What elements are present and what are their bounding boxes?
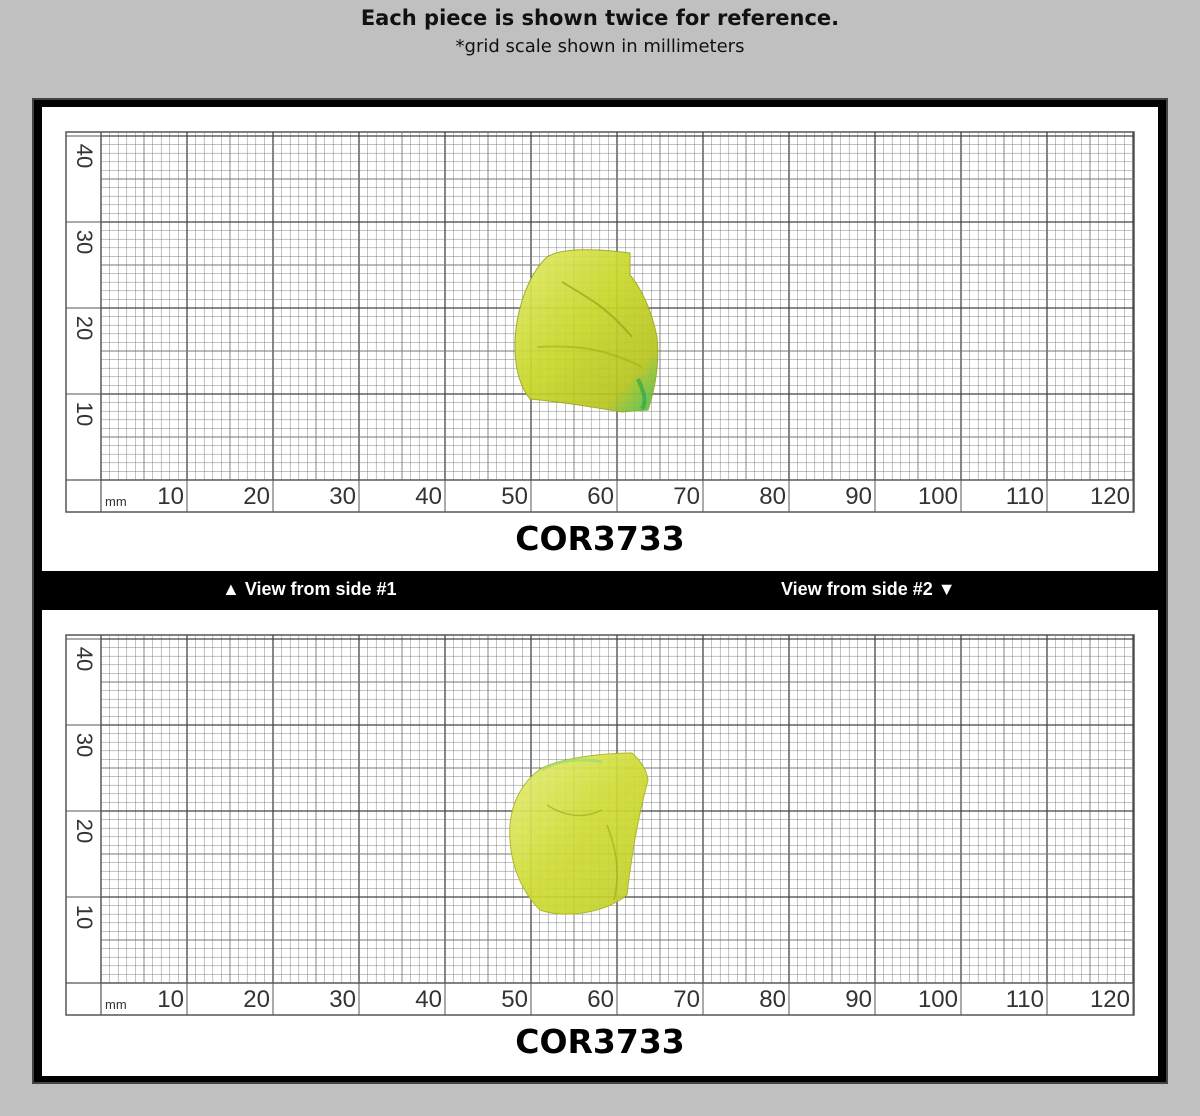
y-tick-label: 30 xyxy=(72,229,98,255)
x-tick-label: 120 xyxy=(1089,483,1130,510)
x-tick-label: 20 xyxy=(243,986,270,1013)
x-tick-label: 50 xyxy=(501,986,528,1013)
x-tick-label: 80 xyxy=(759,986,786,1013)
x-tick-label: 100 xyxy=(917,986,958,1013)
x-tick-label: 90 xyxy=(845,986,872,1013)
y-tick-label: 10 xyxy=(72,401,98,427)
y-tick-label: 30 xyxy=(72,732,98,758)
x-tick-label: 70 xyxy=(673,986,700,1013)
x-tick-label: 30 xyxy=(329,483,356,510)
x-tick-label: 60 xyxy=(587,483,614,510)
header-subtitle: *grid scale shown in millimeters xyxy=(455,36,745,57)
unit-label: mm xyxy=(105,494,127,509)
x-tick-label: 10 xyxy=(157,483,184,510)
x-tick-label: 10 xyxy=(157,986,184,1013)
view-panel-side-1 xyxy=(42,107,1158,571)
x-tick-label: 120 xyxy=(1089,986,1130,1013)
y-tick-label: 10 xyxy=(72,904,98,930)
gemstone-image-side-2 xyxy=(42,610,1158,1020)
view-panel-side-2 xyxy=(42,610,1158,1076)
x-tick-label: 100 xyxy=(917,483,958,510)
gemstone-image-side-1 xyxy=(42,107,1158,517)
y-tick-label: 20 xyxy=(72,315,98,341)
caption-side-1: ▲ View from side #1 xyxy=(222,579,397,599)
x-tick-label: 110 xyxy=(1005,986,1044,1013)
x-tick-label: 40 xyxy=(415,986,442,1013)
x-tick-label: 20 xyxy=(243,483,270,510)
x-tick-label: 30 xyxy=(329,986,356,1013)
x-tick-label: 60 xyxy=(587,986,614,1013)
x-tick-label: 80 xyxy=(759,483,786,510)
specimen-code: COR3733 xyxy=(515,1022,685,1061)
header-title: Each piece is shown twice for reference. xyxy=(360,6,840,30)
x-tick-label: 70 xyxy=(673,483,700,510)
unit-label: mm xyxy=(105,997,127,1012)
caption-side-2: View from side #2 ▼ xyxy=(781,579,956,599)
x-tick-label: 110 xyxy=(1005,483,1044,510)
x-tick-label: 50 xyxy=(501,483,528,510)
x-tick-label: 40 xyxy=(415,483,442,510)
x-tick-label: 90 xyxy=(845,483,872,510)
y-tick-label: 40 xyxy=(72,646,98,672)
y-tick-label: 20 xyxy=(72,818,98,844)
specimen-code: COR3733 xyxy=(515,519,685,558)
y-tick-label: 40 xyxy=(72,143,98,169)
